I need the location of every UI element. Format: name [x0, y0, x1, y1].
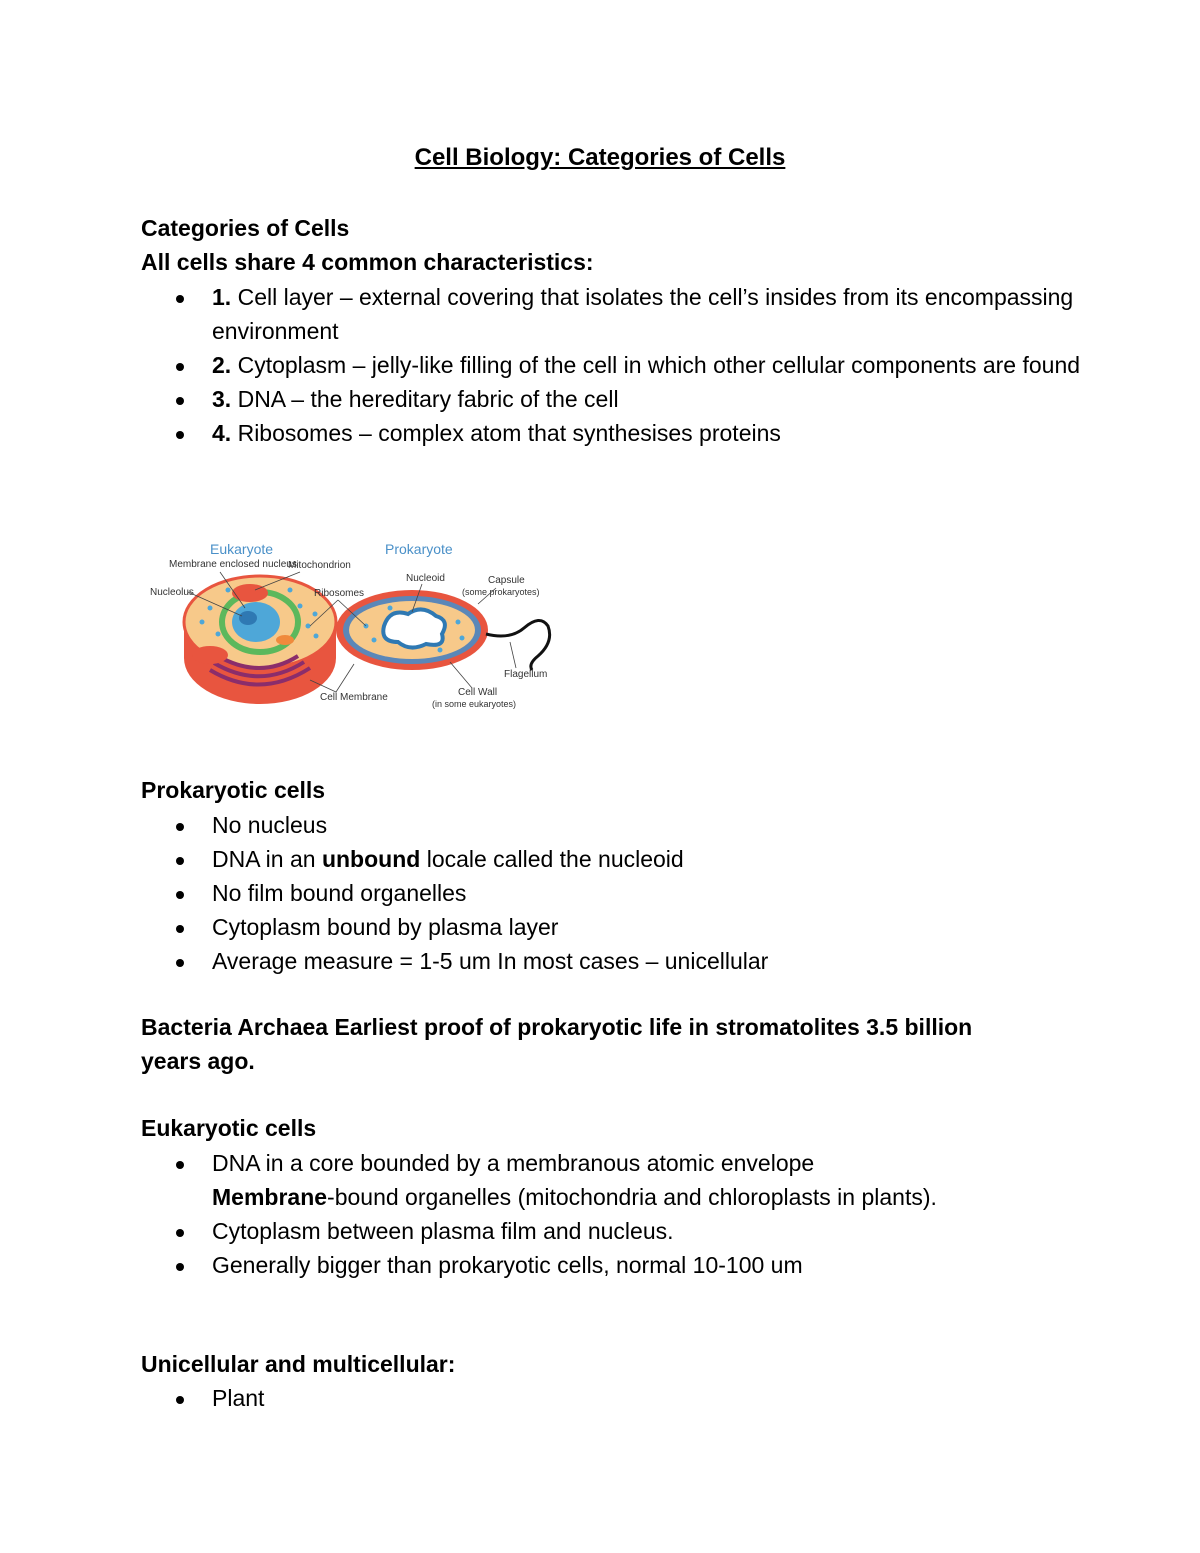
item-number: 2.: [212, 352, 232, 378]
item-text: No nucleus: [212, 812, 328, 838]
mitochondrion-left: [192, 646, 228, 664]
list-item: [141, 808, 1081, 842]
label-capsule-note: (some prokaryotes): [462, 587, 540, 597]
nucleoid: [383, 609, 445, 647]
item-text-rest: locale called the nucleoid: [420, 846, 684, 872]
unicellular-list: [141, 1381, 1081, 1415]
bullet-icon: [176, 925, 184, 933]
list-item: [141, 876, 1081, 910]
bullet-icon: [176, 1263, 184, 1271]
bullet-icon: [176, 1396, 184, 1404]
eukaryote-title: Eukaryote: [210, 541, 274, 557]
list-item: [141, 1248, 1081, 1282]
item-text: Cytoplasm – jelly-like filling of the cell in which other cellular components are found: [231, 352, 1081, 378]
bullet-icon: [176, 431, 184, 439]
item-text: Cytoplasm between plasma film and nucleus.: [212, 1218, 674, 1244]
item-number: 4.: [212, 420, 232, 446]
label-cell-wall-note: (in some eukaryotes): [432, 699, 517, 709]
section-subheading-characteristics: All cells share 4 common characteristics:: [141, 249, 594, 275]
flagellum: [486, 620, 550, 670]
section-heading-unicellular: Unicellular and multicellular:: [141, 1351, 456, 1377]
list-item: [141, 944, 1081, 978]
bacteria-archaea-paragraph: Bacteria Archaea Earliest proof of prokaryotic life in stromatolites 3.5 billion years ago.: [141, 1014, 973, 1074]
list-item: [141, 910, 1081, 944]
label-ribosomes: Ribosomes: [314, 588, 365, 599]
bullet-icon: [176, 891, 184, 899]
prokaryote-cell: [336, 590, 550, 670]
list-item: [141, 280, 1081, 348]
label-membrane-enclosed-nucleus: Membrane enclosed nucleus: [169, 559, 297, 570]
bullet-icon: [176, 959, 184, 967]
item-text-rest: -bound organelles (mitochondria and chloroplasts in plants).: [327, 1184, 937, 1210]
label-nucleolus: Nucleolus: [150, 587, 194, 598]
characteristics-list: [141, 280, 1081, 450]
item-number: 1.: [212, 284, 232, 310]
item-bold-text: Membrane: [212, 1184, 328, 1210]
bullet-icon: [176, 397, 184, 405]
orange-organelle: [276, 635, 294, 645]
list-item: [141, 1381, 1081, 1415]
item-text: Plant: [212, 1385, 265, 1411]
prokaryote-title: Prokaryote: [385, 541, 453, 557]
page-title: Cell Biology: Categories of Cells: [414, 144, 786, 171]
item-text: Cytoplasm bound by plasma layer: [212, 914, 559, 940]
list-item: [141, 416, 1081, 450]
label-flagellum: Flagellum: [504, 669, 548, 680]
item-text: Generally bigger than prokaryotic cells, normal 10-100 um: [212, 1252, 803, 1278]
item-text: Average measure = 1-5 um In most cases – unicellular: [212, 948, 769, 974]
list-item: [141, 382, 1081, 416]
label-cell-membrane: Cell Membrane: [320, 692, 388, 703]
label-capsule: Capsule: [488, 575, 525, 586]
prokaryotic-list: [141, 808, 1081, 978]
item-text: DNA – the hereditary fabric of the cell: [231, 386, 619, 412]
section-heading-prokaryotic: Prokaryotic cells: [141, 777, 326, 803]
bullet-icon: [176, 1229, 184, 1237]
item-text: Ribosomes – complex atom that synthesises proteins: [231, 420, 781, 446]
cell-comparison-figure: [140, 530, 580, 720]
item-text: No film bound organelles: [212, 880, 467, 906]
bullet-icon: [176, 1161, 184, 1169]
label-nucleoid: Nucleoid: [406, 573, 445, 584]
eukaryotic-list: [141, 1146, 1081, 1282]
bullet-icon: [176, 823, 184, 831]
label-mitochondrion: Mitochondrion: [288, 560, 351, 571]
label-cell-wall: Cell Wall: [458, 687, 498, 698]
list-item: [141, 348, 1081, 382]
list-item: [141, 842, 1081, 876]
section-heading-categories: Categories of Cells: [141, 215, 350, 241]
list-item: [141, 1214, 1081, 1248]
bullet-icon: [176, 363, 184, 371]
bullet-icon: [176, 857, 184, 865]
list-item: [141, 1146, 1081, 1214]
nucleus: [232, 602, 280, 642]
item-text: DNA in a core bounded by a membranous atomic envelope: [212, 1150, 815, 1176]
nucleolus: [239, 611, 257, 625]
item-text: Cell layer – external covering that isolates the cell’s insides from its encompassing environment: [212, 284, 1074, 344]
item-text: DNA in an: [212, 846, 322, 872]
section-heading-eukaryotic: Eukaryotic cells: [141, 1115, 317, 1141]
item-number: 3.: [212, 386, 232, 412]
bullet-icon: [176, 295, 184, 303]
item-bold-text: unbound: [321, 846, 421, 872]
